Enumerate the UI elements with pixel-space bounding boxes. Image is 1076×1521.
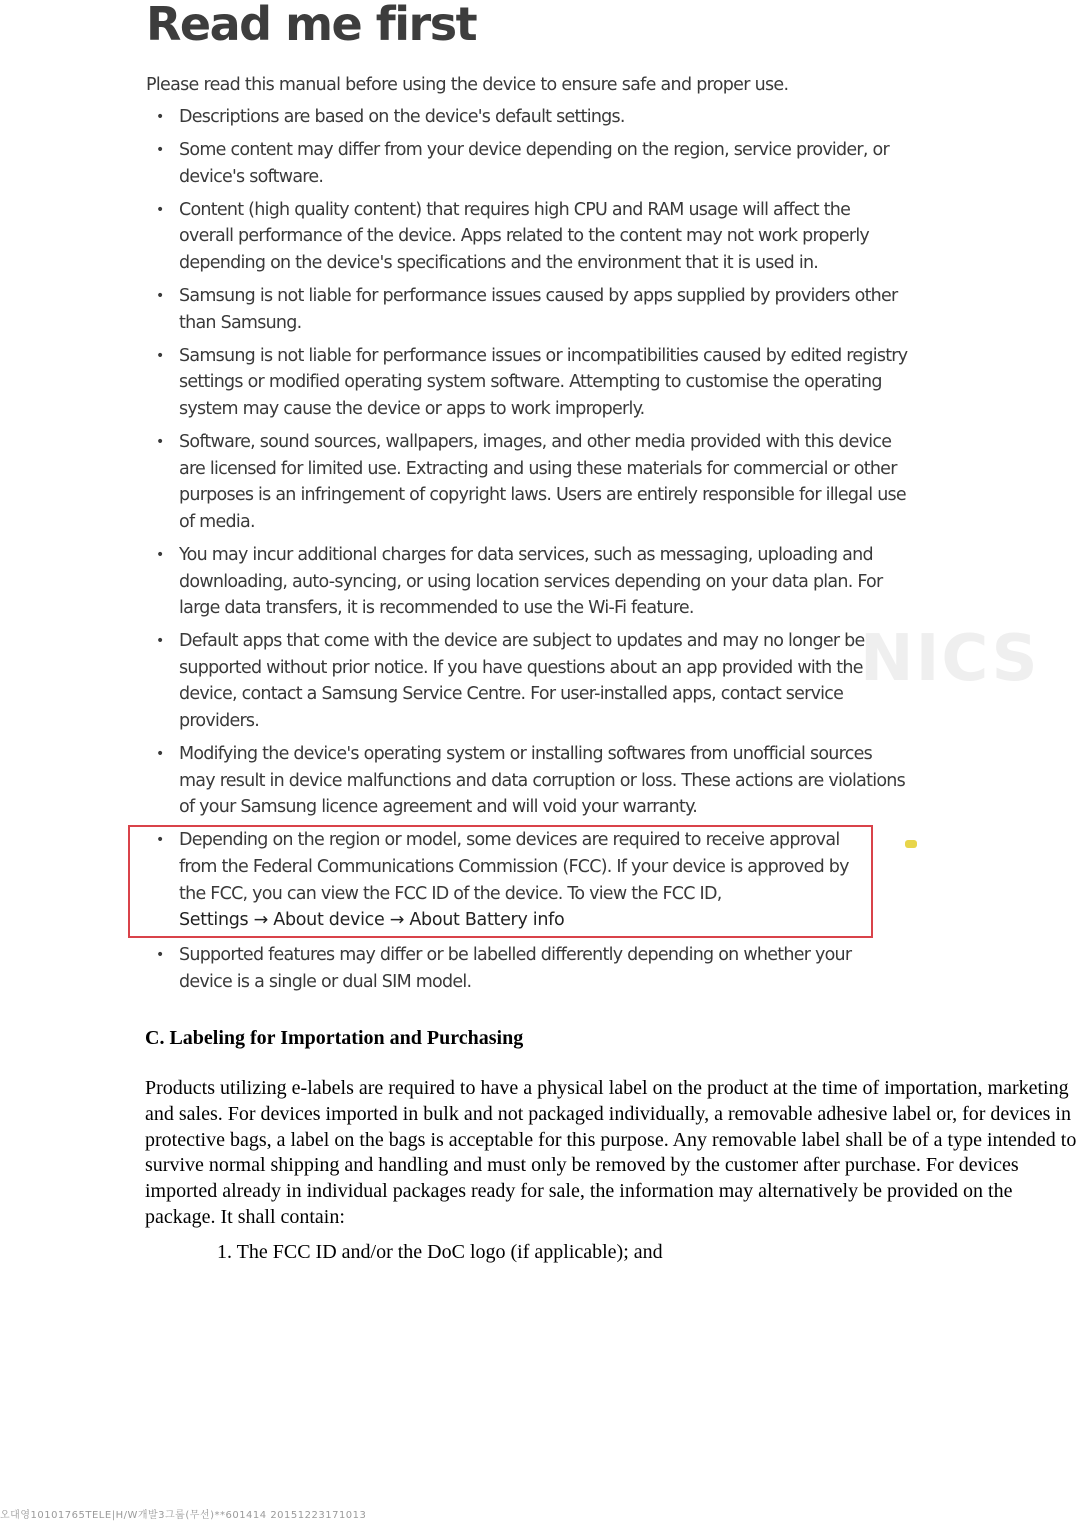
list-item [146, 942, 909, 995]
requirements-list [145, 1239, 1076, 1265]
bullet-icon: • [156, 201, 164, 218]
list-item-text: Supported features may differ or be labelled differently depending on whether your device is a single or dual SIM model. [179, 945, 852, 992]
section-paragraph: Products utilizing e-labels are required to have a physical label on the product at the time of importation, marketing and sales. For devices imported in bulk and not packaged individually, a removable adhesive label or, for devices in protective bags, a label on the bags is acceptable for this purpose. Any removable label shall be of a type intended to survive normal shipping and handling and must only be removed by the customer after purchase. For devices imported already in individual packages ready for sale, the information may alternatively be provided on the package. It shall contain: [145, 1077, 1076, 1228]
list-item [146, 137, 909, 190]
list-item [146, 741, 909, 821]
list-item-text: Samsung is not liable for performance issues caused by apps supplied by providers other than Samsung. [179, 286, 898, 333]
list-item [146, 104, 909, 131]
list-item [146, 628, 909, 734]
fcc-highlight-box [130, 827, 871, 935]
fcc-item-text: Depending on the region or model, some devices are required to receive approval from the Federal Communications Commission (FCC). If your device is approved by the FCC, you can view the FCC ID of the device. To view the FCC ID, [179, 830, 849, 904]
footer-stamp: 오대영10101765TELE|H/W개발3그룹(무선)**601414 20151223171013 [0, 1510, 367, 1521]
list-item-text: Default apps that come with the device are subject to updates and may no longer be supported without prior notice. If you have questions about an app provided with the device, contact a Samsung Service Centre. For user-installed apps, contact service providers. [179, 631, 865, 731]
list-item [146, 283, 909, 336]
list-item-text: Software, sound sources, wallpapers, images, and other media provided with this device are licensed for limited use. Extracting and using these materials for commercial or other purposes is an infringement of copyright laws. Users are entirely responsible for illegal use of media. [179, 432, 906, 532]
settings-path: Settings → About device → About Battery info [179, 910, 565, 931]
manual-title: Read me first [146, 0, 477, 51]
bullet-icon: • [156, 947, 164, 964]
bullet-icon: • [156, 633, 164, 650]
bullet-icon: • [156, 546, 164, 563]
bullet-icon: • [156, 109, 164, 125]
bullet-icon: • [156, 347, 164, 364]
list-item-text: Descriptions are based on the device's default settings. [179, 107, 625, 127]
bullet-icon: • [156, 288, 164, 305]
fcc-labeling-section [145, 1024, 1076, 1265]
bullet-icon: • [156, 832, 164, 849]
watermark-text: NICS [860, 622, 1040, 696]
list-item [146, 429, 909, 535]
manual-intro: Please read this manual before using the device to ensure safe and proper use. [146, 75, 789, 95]
annotation-marker-icon [905, 840, 917, 848]
list-item-text: Some content may differ from your device depending on the region, service provider, or device's software. [179, 140, 889, 187]
list-item: 1. The FCC ID and/or the DoC logo (if applicable); and [217, 1240, 663, 1263]
list-item-text: You may incur additional charges for data services, such as messaging, uploading and downloading, auto-syncing, or using location services depending on your data plan. For large data transfers, it is recommended to use the Wi-Fi feature. [179, 544, 883, 619]
list-item [146, 542, 909, 622]
section-heading: C. Labeling for Importation and Purchasing [145, 1027, 524, 1049]
list-item [146, 197, 909, 277]
bullet-icon: • [156, 434, 164, 451]
list-item-text: Modifying the device's operating system or installing softwares from unofficial sources may result in device malfunctions and data corruption or loss. These actions are violations of your Samsung licence agreement and will void your warranty. [179, 744, 905, 818]
bullet-icon: • [156, 746, 164, 763]
manual-excerpt [146, 0, 926, 1002]
manual-bullet-list [146, 104, 926, 995]
list-item-text: Samsung is not liable for performance issues or incompatibilities caused by edited registry settings or modified operating system software. Attempting to customise the operating system may cause the device or apps to work improperly. [179, 345, 908, 419]
list-item-text: Content (high quality content) that requires high CPU and RAM usage will affect the overall performance of the device. Apps related to the content may not work properly depending on the device's specifications and the environment that it is used in. [179, 199, 870, 273]
bullet-icon: • [156, 142, 164, 159]
list-item [146, 343, 909, 423]
